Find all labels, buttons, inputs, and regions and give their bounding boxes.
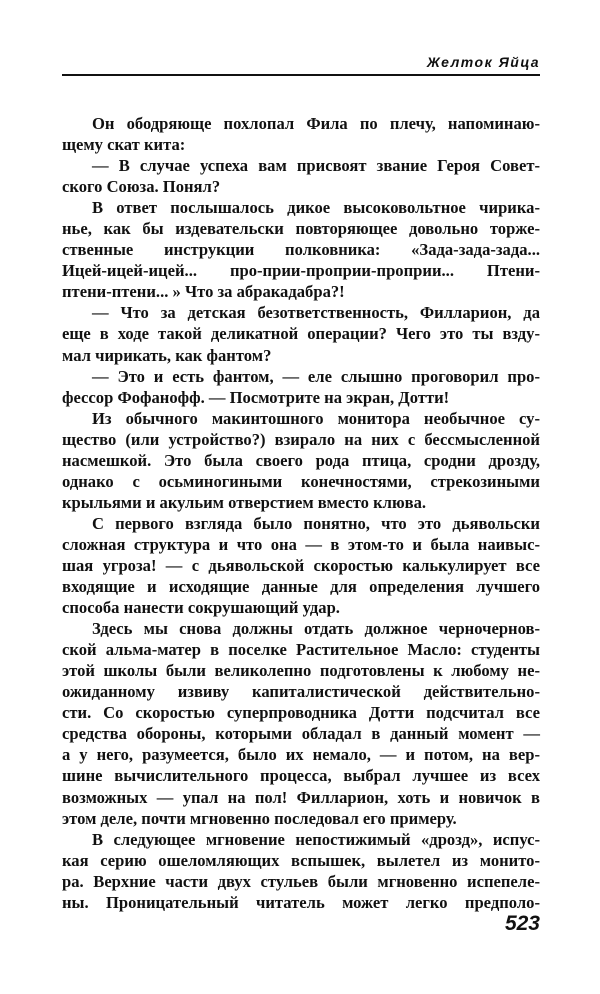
text-line: С первого взгляда было понятно, что это дьявольски (92, 513, 540, 533)
text-line: Ицей-ицей-ицей... про-прии-проприи-проприи... Птени- (62, 261, 540, 281)
running-header-title: Желток Яйца (426, 54, 540, 70)
text-line: В следующее мгновение непостижимый «дрозд», испус- (92, 829, 540, 849)
text-line: В ответ послышалось дикое высоковольтное чирика- (92, 198, 540, 218)
text-line: Из обычного макинтошного монитора необычное су- (92, 408, 540, 428)
text-line: — Что за детская безответственность, Филларион, да (92, 303, 540, 323)
text-line: крыльями и акульим отверстием вместо клюва. (62, 492, 427, 512)
paragraph (62, 197, 540, 302)
paragraph (62, 408, 540, 513)
paragraph (62, 155, 540, 197)
paragraph (62, 829, 540, 913)
text-line: шая угроза! — с дьявольской скоростью калькулирует все (62, 555, 540, 575)
paragraph (62, 302, 540, 365)
text-line: этой школы были великолепно подготовлены к любому не- (62, 661, 540, 681)
text-line: сти. Со скоростью суперпроводника Дотти подсчитал все (62, 703, 540, 723)
text-line: возможных — упал на пол! Филларион, хоть и новичок в (62, 787, 540, 807)
text-line: ожиданному извиву капиталистической действительно- (62, 682, 540, 702)
paragraph (62, 618, 540, 828)
text-line: Он ободряюще похлопал Фила по плечу, напоминаю- (92, 114, 540, 133)
text-line: щему скат кита: (62, 135, 186, 155)
text-line: щество (или устройство?) взирало на них с бессмысленной (62, 429, 540, 449)
text-line: еще в ходе такой деликатной операции? Чего это ты взду- (62, 324, 540, 344)
text-line: ны. Проницательный читатель может легко предполо- (62, 892, 540, 912)
paragraph (62, 513, 540, 618)
text-line: Здесь мы снова должны отдать должное черночернов- (92, 619, 540, 639)
text-line: нье, как бы издевательски повторяющее довольно торже- (62, 219, 540, 239)
text-line: входящие и исходящие данные для определения лучшего (62, 577, 540, 597)
text-line: фессор Фофанофф. — Посмотрите на экран, Дотти! (62, 387, 450, 407)
text-line: насмешкой. Это была своего рода птица, сродни дрозду, (62, 450, 540, 470)
text-line: а у него, разумеется, было их немало, — и потом, на вер- (62, 745, 540, 765)
text-line: ственные инструкции полковника: «Зада-зада-зада... (62, 240, 540, 260)
running-header (62, 54, 540, 76)
text-line: кая серию ошеломляющих вспышек, вылетел из монито- (62, 850, 540, 870)
page-number: 523 (504, 912, 540, 935)
text-line: шине вычислительного процесса, выбрал лучшее из всех (62, 766, 540, 786)
page-body-text (62, 113, 540, 913)
text-line: средства обороны, которыми обладал в данный момент — (62, 724, 540, 744)
text-line: ра. Верхние части двух стульев были мгновенно испепеле- (62, 871, 540, 891)
text-line: ской альма-матер в поселке Растительное Масло: студенты (62, 640, 540, 660)
text-line: — Это и есть фантом, — еле слышно проговорил про- (92, 366, 540, 386)
text-line: мал чирикать, как фантом? (62, 345, 272, 365)
text-line: однако с осьминогиными конечностями, стрекозиными (62, 471, 540, 491)
paragraph (62, 366, 540, 408)
paragraph (62, 113, 540, 155)
text-line: сложная структура и что она — в этом-то и была наивыс- (62, 534, 540, 554)
text-line: птени-птени... » Что за абракадабра?! (62, 282, 345, 302)
text-line: ского Союза. Понял? (62, 177, 221, 197)
text-line: этом деле, почти мгновенно последовал его примеру. (62, 808, 457, 828)
text-line: — В случае успеха вам присвоят звание Героя Совет- (92, 156, 540, 176)
text-line: способа нанести сокрушающий удар. (62, 598, 340, 618)
